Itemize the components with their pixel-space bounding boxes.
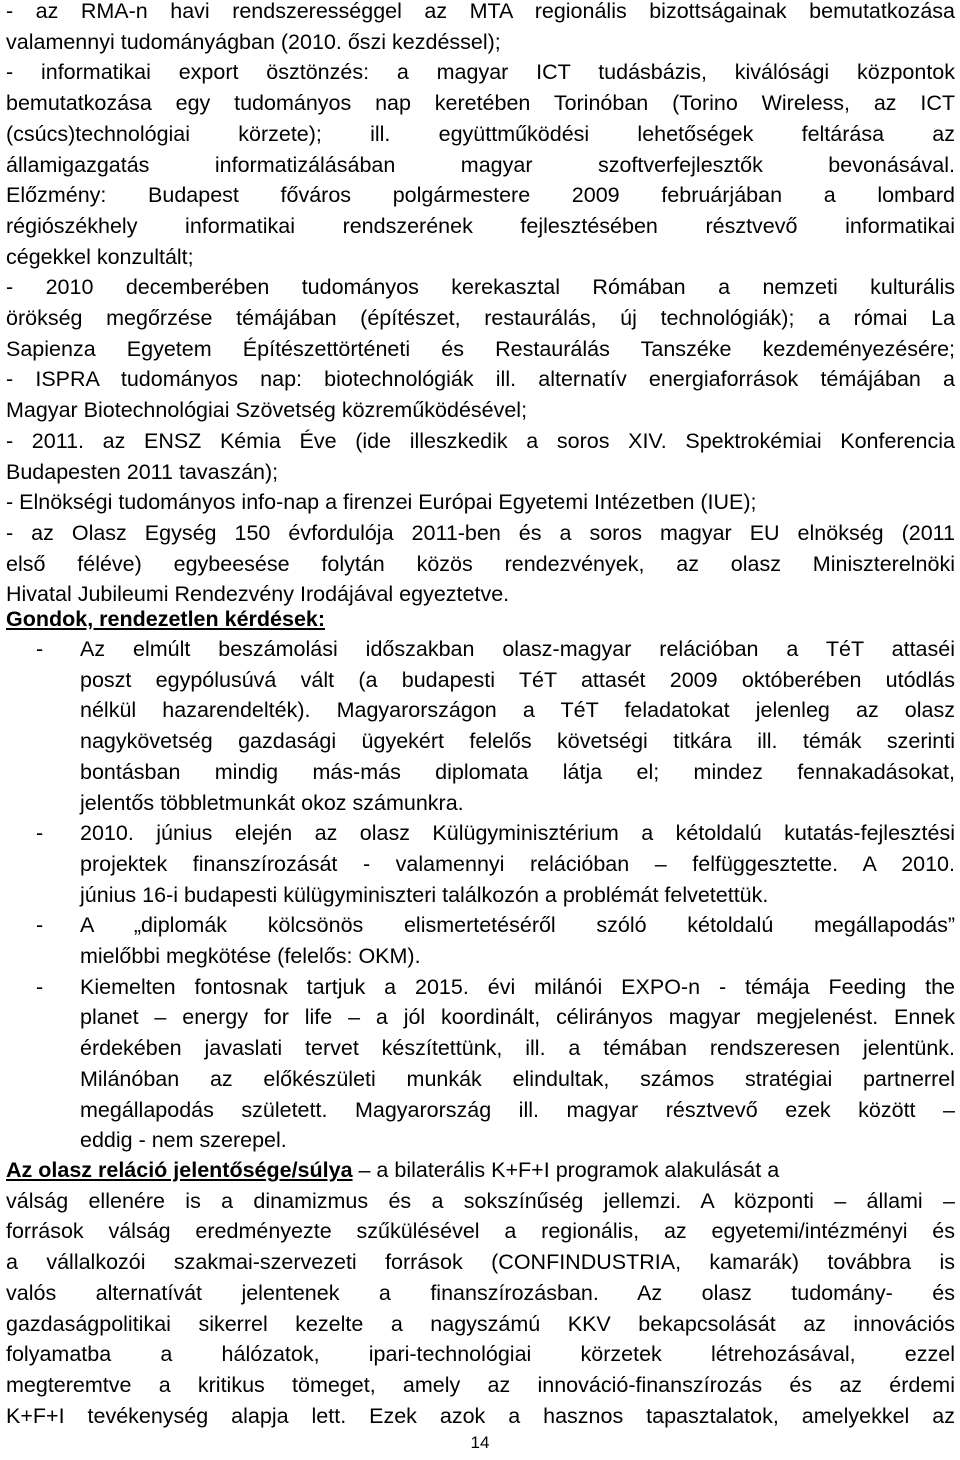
text-line: Budapesten 2011 tavaszán); [6,459,279,484]
text-line: cégekkel konzultált; [6,244,194,269]
text-line: - informatikai export ösztönzés: a magyar ICT tudásbázis, kiválósági központok [6,60,955,85]
text-line: jelentős többletmunkát okoz számunkra. [80,790,464,815]
text-line: - az RMA-n havi rendszerességgel az MTA regionális bizottságainak bemutatkozása [6,0,955,23]
text-line: - 2010 decemberében tudományos kerekasztal Rómában a nemzeti kulturális [6,275,955,300]
text-line: Magyar Biotechnológiai Szövetség közreműködésével; [6,398,528,423]
section-heading: Gondok, rendezetlen kérdések: [6,607,326,631]
text-line: régiószékhely informatikai rendszerének fejlesztésében résztvevő informatikai [6,213,955,238]
text-line: nagykövetség gazdasági ügyekért felelős követségi titkára ill. témák szerinti [80,729,955,754]
text-line: források válság eredményezte szűkülésével a regionális, az egyetemi/intézményi és [6,1219,955,1244]
list-dash: - [36,974,44,999]
text-line: valamennyi tudományágban (2010. őszi kezdéssel); [6,29,501,54]
text-line: államigazgatás informatizálásában magyar szoftverfejlesztők bevonásával. [6,152,955,177]
text-line: bemutatkozása egy tudományos nap keretében Torinóban (Torino Wireless, az ICT [6,91,955,116]
text-line: K+F+I tevékenység alapja lett. Ezek azok a hasznos tapasztalatok, amelyekkel az [6,1403,955,1428]
intro-paragraph [6,0,955,610]
text-line: eddig - nem szerepel. [80,1128,287,1153]
list-item [6,818,955,910]
list-dash: - [36,913,44,938]
page-number: 14 [470,1433,490,1452]
text-line: (csúcs)technológiai körzete); ill. együttműködési lehetőségek feltárása az [6,121,955,146]
text-line: Kiemelten fontosnak tartjuk a 2015. évi milánói EXPO-n - témája Feeding the [80,974,955,999]
text-line: A „diplomák kölcsönös elismertetéséről szóló kétoldalú megállapodás” [80,913,955,938]
olasz-heading: Az olasz reláció jelentősége/súlya [6,1158,353,1182]
text-line: megállapodás született. Magyarország ill. magyar résztvevő ezek között – [80,1097,955,1122]
text-line: valós alternatívát jelentenek a finanszírozásban. Az olasz tudomány- és [6,1280,955,1305]
section-heading-gondok [6,604,955,635]
text-line: Előzmény: Budapest főváros polgármestere 2009 februárjában a lombard [6,183,955,208]
issues-list [6,634,955,1156]
text-line: Az elmúlt beszámolási időszakban olasz-magyar relációban a TéT attaséi [80,637,955,661]
text-line: - az Olasz Egység 150 évfordulója 2011-ben és a soros magyar EU elnökség (2011 [6,520,955,545]
text-line: megteremtve a kritikus tömeget, amely az innováció-finanszírozás és az érdemi [6,1372,955,1397]
text-line [6,1155,955,1186]
text-line: projektek finanszírozását - valamennyi relációban – felfüggesztette. A 2010. [80,851,955,876]
text-line: - Elnökségi tudományos info-nap a firenzei Európai Egyetemi Intézetben (IUE); [6,490,757,515]
text-line: válság ellenére is a dinamizmus és a sokszínűség jellemzi. A központi – állami – [6,1188,955,1213]
list-dash: - [36,821,44,846]
text-line: gazdaságpolitikai sikerrel kezelte a nagyszámú KKV bekapcsolását az innovációs [6,1311,955,1336]
text-line: - ISPRA tudományos nap: biotechnológiák ill. alternatív energiaforrások témájában a [6,367,955,392]
text-line: a vállalkozói szakmai-szervezeti források (CONFINDUSTRIA, kamarák) továbbra is [6,1250,955,1275]
list-dash: - [36,637,44,661]
text-line: mielőbbi megkötése (felelős: OKM). [80,944,421,969]
text-line: június 16-i budapesti külügyminiszteri találkozón a problémát felvetettük. [80,882,769,907]
text-line: - 2011. az ENSZ Kémia Éve (ide illeszkedik a soros XIV. Spektrokémiai Konferencia [6,428,955,453]
text-line: örökség megőrzése témájában (építészet, restaurálás, új technológiák); a római La [6,306,955,331]
olasz-relacio-paragraph [6,1155,955,1431]
text-line: érdekében javaslati tervet készítettünk, ill. a témában rendszeresen jelentünk. [80,1036,955,1061]
text-line: 2010. június elején az olasz Külügyminisztérium a kétoldalú kutatás-fejlesztési [80,821,955,846]
text-line: Sapienza Egyetem Építészettörténeti és Restaurálás Tanszéke kezdeményezésére; [6,336,955,361]
text-line: Hivatal Jubileumi Rendezvény Irodájával egyeztetve. [6,582,510,607]
text-line: első féléve) egybeesése folytán közös rendezvények, az olasz Miniszterelnöki [6,551,955,576]
text-line: planet – energy for life – a jól koordinált, célirányos magyar megjelenést. Ennek [80,1005,955,1030]
list-item [6,634,955,818]
text-line: poszt egypólusúvá vált (a budapesti TéT attasét 2009 októberében utódlás [80,667,955,692]
text-line: Milánóban az előkészületi munkák elindultak, számos stratégiai partnerrel [80,1066,955,1091]
list-item [6,972,955,1156]
text-line: nélkül hazarendelték). Magyarországon a TéT feladatokat jelenleg az olasz [80,698,955,723]
text-line: folyamatba a hálózatok, ipari-technológiai körzetek létrehozásával, ezzel [6,1342,955,1367]
text-line: bontásban mindig más-más diplomata látja el; mindez fennakadásokat, [80,759,955,784]
olasz-first-line-rest: – a bilaterális K+F+I programok alakulását a [352,1158,780,1182]
list-item [6,910,955,971]
